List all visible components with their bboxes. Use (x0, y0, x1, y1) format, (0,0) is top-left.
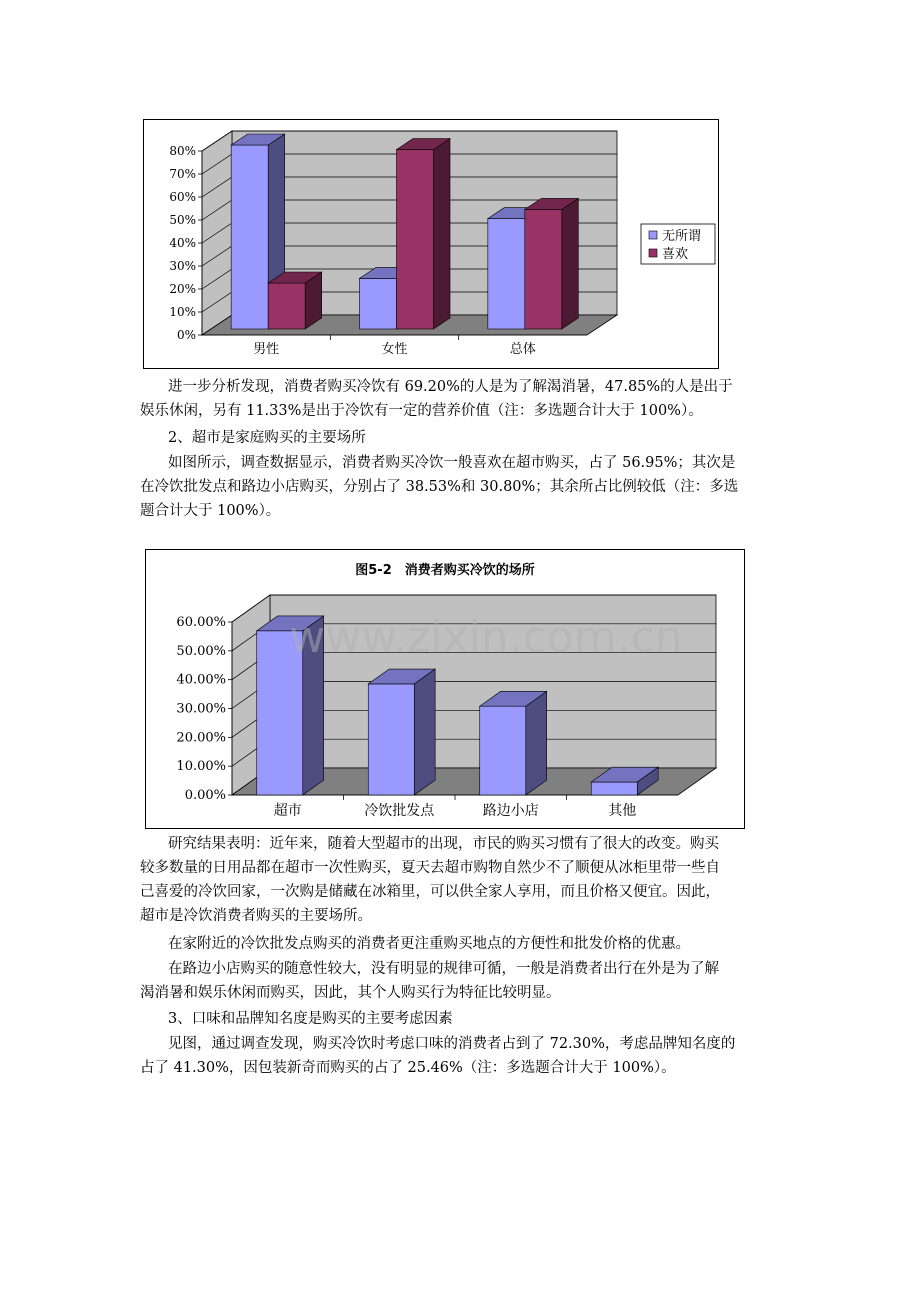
y-tick-label: 60.00% (176, 615, 226, 630)
paragraph-line: 娱乐休闲，另有 11.33%是出于冷饮有一定的营养价值（注：多选题合计大于 100%）。 (140, 403, 703, 419)
y-tick-label: 60% (169, 190, 196, 204)
paragraph-line: 己喜爱的冷饮回家，一次购是储藏在冰箱里，可以供全家人享用，而且价格又便宜。因此， (140, 884, 720, 900)
bar-1-1-side (434, 139, 451, 329)
paragraph-line: 如图所示，调查数据显示，消费者购买冷饮一般喜欢在超市购买，占了 56.95%；其次是 (168, 455, 736, 471)
paragraph-2 (140, 451, 780, 523)
paragraph-line: 研究结果表明：近年来，随着大型超市的出现，市民的购买习惯有了很大的改变。购买 (168, 836, 719, 852)
y-tick-label: 80% (169, 144, 196, 158)
bar-0-1 (268, 283, 305, 329)
y-tick-label: 10.00% (176, 759, 226, 775)
y-tick-label: 50% (169, 213, 196, 227)
x-tick-label: 冷饮批发点 (364, 803, 435, 819)
x-tick-label: 女性 (381, 342, 408, 357)
legend-swatch (649, 249, 657, 257)
bar-1-1 (397, 150, 434, 329)
watermark-text: www.zixin.com.cn (289, 612, 683, 663)
bar-0-0 (231, 145, 268, 329)
chart-1-svg (144, 120, 718, 368)
bar-1-0-side (414, 669, 435, 795)
legend-swatch (649, 231, 657, 239)
paragraph-line: 渴消暑和娱乐休闲而购买，因此，其个人购买行为特征比较明显。 (140, 985, 561, 1001)
y-tick-label: 50.00% (176, 643, 226, 659)
chart-preference-by-gender (143, 119, 719, 369)
paragraph-5 (140, 957, 780, 1005)
y-tick-label: 20% (169, 282, 196, 296)
x-tick-label: 其他 (608, 803, 637, 819)
paragraph-1 (140, 375, 780, 423)
chart-title: 图5-2 消费者购买冷饮的场所 (355, 563, 535, 578)
paragraph-line: 在冷饮批发点和路边小店购买，分别占了 38.53%和 30.80%；其余所占比例较低（注：多选 (140, 479, 739, 495)
bar-2-0 (480, 706, 526, 795)
bar-2-0-side (526, 691, 547, 795)
section-heading-2 (140, 426, 780, 450)
paragraph-line: 3、口味和品牌知名度是购买的主要考虑因素 (168, 1011, 453, 1027)
bar-2-1-side (562, 198, 579, 329)
paragraph-line: 2、超市是家庭购买的主要场所 (168, 430, 366, 446)
paragraph-line: 在路边小店购买的随意性较大，没有明显的规律可循，一般是消费者出行在外是为了解 (168, 961, 719, 977)
paragraph-line: 进一步分析发现，消费者购买冷饮有 69.20%的人是为了解渴消暑，47.85%的人是出于 (168, 379, 733, 395)
chart-2-svg (146, 550, 744, 828)
paragraph-3 (140, 832, 780, 928)
section-heading-3 (140, 1007, 780, 1031)
paragraph-line: 超市是冷饮消费者购买的主要场所。 (140, 908, 372, 924)
y-tick-label: 0.00% (184, 788, 226, 803)
paragraph-line: 题合计大于 100%）。 (140, 503, 281, 519)
y-tick-label: 10% (169, 305, 196, 319)
bar-1-0 (360, 278, 397, 329)
paragraph-4 (140, 932, 780, 956)
y-tick-label: 0% (176, 328, 196, 342)
x-tick-label: 男性 (253, 342, 280, 357)
y-tick-label: 40% (169, 236, 196, 250)
x-tick-label: 路边小店 (482, 803, 539, 819)
bar-2-0 (488, 219, 525, 329)
legend-label: 无所谓 (662, 229, 702, 244)
paragraph-line: 见图，通过调查发现，购买冷饮时考虑口味的消费者占到了 72.30%，考虑品牌知名度的 (168, 1036, 736, 1052)
bar-1-0 (368, 684, 414, 795)
x-tick-label: 总体 (509, 342, 536, 357)
y-tick-label: 30.00% (176, 701, 226, 717)
paragraph-6 (140, 1032, 780, 1080)
y-tick-label: 40.00% (176, 672, 226, 688)
paragraph-line: 较多数量的日用品都在超市一次性购买，夏天去超市购物自然少不了顺便从冰柜里带一些自 (140, 860, 720, 876)
x-tick-label: 超市 (273, 803, 302, 819)
legend-label: 喜欢 (662, 247, 689, 262)
y-tick-label: 30% (169, 259, 196, 273)
y-tick-label: 70% (169, 167, 196, 181)
chart-purchase-location (145, 549, 745, 829)
bar-2-1 (525, 209, 562, 329)
paragraph-line: 占了 41.30%，因包装新奇而购买的占了 25.46%（注：多选题合计大于 100%）。 (140, 1060, 676, 1076)
y-tick-label: 20.00% (176, 730, 226, 746)
paragraph-line: 在家附近的冷饮批发点购买的消费者更注重购买地点的方便性和批发价格的优惠。 (168, 936, 690, 952)
bar-3-0 (591, 782, 637, 795)
